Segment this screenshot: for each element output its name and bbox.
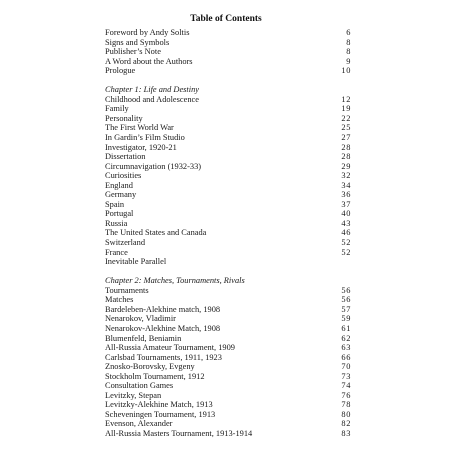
toc-entry (105, 238, 351, 248)
toc-entry-title: Scheveningen Tournament, 1913 (105, 409, 216, 419)
toc-entry (105, 419, 351, 429)
section-spacer (105, 76, 351, 86)
toc-entry (105, 295, 351, 305)
toc-entry-title: France (105, 247, 128, 257)
toc-entry-title: Germany (105, 190, 137, 200)
toc-entry-title: Foreword by Andy Soltis (105, 28, 190, 37)
toc-entry-page: 82 (341, 419, 351, 429)
toc-entry-page: 40 (341, 209, 351, 219)
toc-entry (105, 228, 351, 238)
toc-entry-title: Carlsbad Tournaments, 1911, 1923 (105, 352, 222, 362)
toc-entry-title: Stockholm Tournament, 1912 (105, 371, 205, 381)
toc-entry-page: 78 (341, 400, 351, 410)
toc-entry-page: 43 (341, 218, 351, 228)
toc-entry-title: Nenarokov, Vladimir (105, 314, 176, 324)
toc-entry-title: Blumenfeld, Beniamin (105, 333, 182, 343)
toc-entry-page: 70 (341, 362, 351, 372)
toc-entry-title: All-Russia Masters Tournament, 1913-1914 (105, 428, 253, 438)
toc-entry-page: 52 (341, 238, 351, 248)
chapter-heading (105, 276, 351, 286)
toc-entry-page: 32 (341, 171, 351, 181)
toc-entry-page: 12 (341, 94, 351, 104)
toc-entry-page: 34 (341, 180, 351, 190)
toc-entry-title: A Word about the Authors (105, 56, 193, 66)
chapter-heading-text: Chapter 1: Life and Destiny (105, 85, 199, 95)
toc-entry-title: Tournaments (105, 285, 149, 295)
toc-entry (105, 114, 351, 124)
toc-entry-page: 62 (341, 333, 351, 343)
toc-entry (105, 429, 351, 439)
chapter-heading (105, 85, 351, 95)
toc-entry (105, 104, 351, 114)
toc-entry-title: Investigator, 1920-21 (105, 142, 177, 152)
toc-entry (105, 57, 351, 67)
toc-entry (105, 257, 351, 267)
toc-entry (105, 66, 351, 76)
toc-entry-title: Prologue (105, 66, 136, 76)
toc-entry (105, 305, 351, 315)
toc-entry (105, 143, 351, 153)
table-of-contents (105, 28, 351, 439)
toc-entry-title: Curiosities (105, 171, 142, 181)
toc-entry-title: Inevitable Parallel (105, 257, 167, 267)
toc-entry-page: 63 (341, 343, 351, 353)
toc-entry-title: All-Russia Amateur Tournament, 1909 (105, 343, 235, 353)
toc-entry-page: 6 (346, 28, 351, 37)
toc-entry-page: 36 (341, 190, 351, 200)
toc-entry (105, 133, 351, 143)
toc-entry-title: Spain (105, 199, 125, 209)
page-title: Table of Contents (190, 14, 262, 24)
toc-entry-page: 52 (341, 247, 351, 257)
toc-entry-title: Bardeleben-Alekhine match, 1908 (105, 304, 221, 314)
toc-entry (105, 248, 351, 258)
toc-entry-page: 61 (341, 323, 351, 333)
toc-entry-page: 46 (341, 228, 351, 238)
toc-entry (105, 334, 351, 344)
toc-entry (105, 209, 351, 219)
toc-entry-page: 9 (346, 56, 351, 66)
toc-entry-page: 8 (346, 37, 351, 47)
toc-entry-page: 57 (341, 304, 351, 314)
toc-entry-title: Russia (105, 218, 128, 228)
toc-entry (105, 181, 351, 191)
toc-entry-title: Levitzky, Stepan (105, 390, 162, 400)
toc-entry-page: 25 (341, 123, 351, 133)
section-spacer (105, 267, 351, 277)
toc-entry-title: Evenson, Alexander (105, 419, 173, 429)
toc-entry-page: 37 (341, 199, 351, 209)
toc-entry (105, 400, 351, 410)
toc-entry (105, 362, 351, 372)
toc-entry-page: 10 (341, 66, 351, 76)
toc-entry-page: 8 (346, 47, 351, 57)
toc-entry (105, 410, 351, 420)
toc-entry-title: Dissertation (105, 152, 146, 162)
toc-entry-page: 27 (341, 133, 351, 143)
toc-entry-title: The United States and Canada (105, 228, 207, 238)
toc-entry-title: Matches (105, 295, 134, 305)
toc-entry-page: 22 (341, 113, 351, 123)
toc-entry-title: Personality (105, 113, 143, 123)
toc-entry-title: Signs and Symbols (105, 37, 170, 47)
toc-entry-title: The First World War (105, 123, 174, 133)
toc-entry-title: Circumnavigation (1932-33) (105, 161, 202, 171)
toc-entry-page: 19 (341, 104, 351, 114)
toc-entry (105, 286, 351, 296)
toc-entry-page: 74 (341, 381, 351, 391)
toc-entry (105, 391, 351, 401)
toc-entry (105, 123, 351, 133)
toc-entry-title: Nenarokov-Alekhine Match, 1908 (105, 323, 221, 333)
toc-entry (105, 28, 351, 38)
toc-entry-page: 66 (341, 352, 351, 362)
toc-entry-page: 76 (341, 390, 351, 400)
toc-entry (105, 47, 351, 57)
toc-entry (105, 190, 351, 200)
toc-entry-title: In Gardin’s Film Studio (105, 133, 185, 143)
toc-entry (105, 38, 351, 48)
toc-entry-title: Childhood and Adolescence (105, 94, 199, 104)
toc-entry-page: 59 (341, 314, 351, 324)
toc-entry-page: 73 (341, 371, 351, 381)
chapter-heading-text: Chapter 2: Matches, Tournaments, Rivals (105, 276, 245, 286)
toc-entry-title: England (105, 180, 133, 190)
toc-entry-page: 83 (341, 428, 351, 438)
toc-entry (105, 219, 351, 229)
toc-entry (105, 162, 351, 172)
toc-entry-title: Publisher’s Note (105, 47, 161, 57)
toc-entry (105, 200, 351, 210)
toc-entry-title: Znosko-Borovsky, Evgeny (105, 362, 195, 372)
toc-entry-title: Levitzky-Alekhine Match, 1913 (105, 400, 213, 410)
toc-entry (105, 343, 351, 353)
toc-entry-title: Portugal (105, 209, 134, 219)
toc-entry-title: Consultation Games (105, 381, 174, 391)
toc-entry (105, 152, 351, 162)
toc-entry-page: 56 (341, 295, 351, 305)
toc-entry (105, 95, 351, 105)
toc-entry-title: Switzerland (105, 238, 146, 248)
toc-entry (105, 381, 351, 391)
toc-entry (105, 372, 351, 382)
toc-entry (105, 171, 351, 181)
toc-entry-page: 56 (341, 285, 351, 295)
toc-entry-title: Family (105, 104, 129, 114)
toc-entry (105, 353, 351, 363)
toc-entry-page: 28 (341, 142, 351, 152)
toc-entry-page: 29 (341, 161, 351, 171)
toc-entry (105, 324, 351, 334)
toc-entry-page: 80 (341, 409, 351, 419)
toc-entry (105, 314, 351, 324)
toc-entry-page: 28 (341, 152, 351, 162)
